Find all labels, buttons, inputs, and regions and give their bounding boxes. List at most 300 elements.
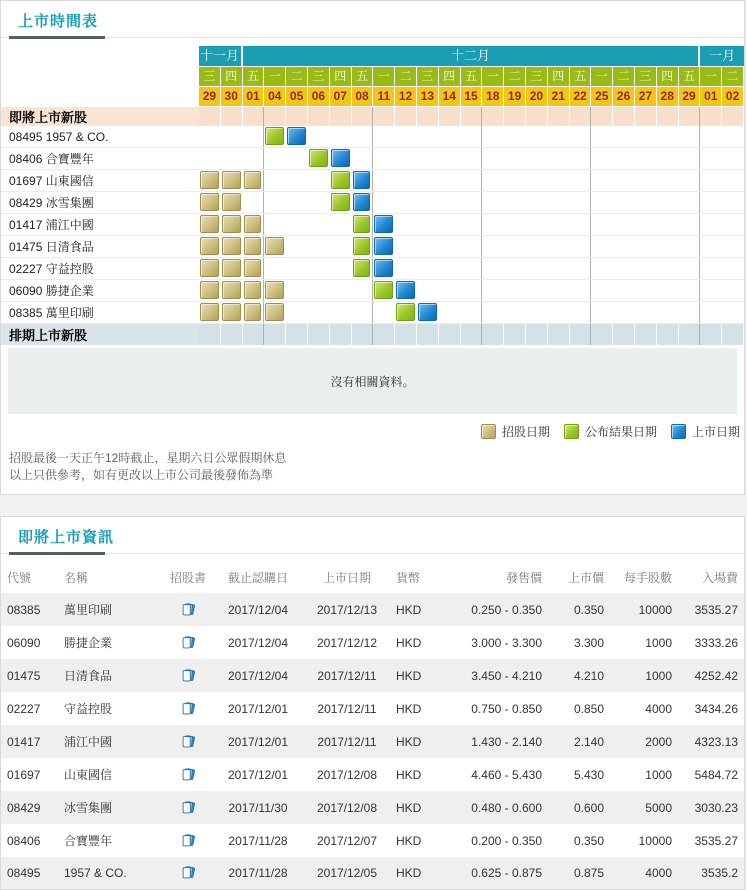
section-grid-cell [613, 107, 635, 126]
prospectus-link[interactable] [180, 833, 196, 847]
subscription-period-cell [244, 259, 262, 277]
cell-4: 2017/12/01 [227, 701, 289, 716]
weekday-cell: 三 [526, 67, 548, 87]
gantt-grid-cell [635, 302, 657, 323]
cell-10: 4323.13 [694, 734, 738, 749]
section-grid-cell [570, 107, 592, 126]
subscription-period-cell [244, 281, 262, 299]
prospectus-link[interactable] [180, 734, 196, 748]
date-cell: 08 [352, 87, 374, 107]
date-cell: 18 [482, 87, 504, 107]
gantt-grid-cell [722, 280, 744, 301]
gantt-grid-cell [591, 236, 613, 257]
table-row [1, 692, 744, 725]
upcoming-listing-info-panel [0, 516, 745, 890]
gantt-grid-cell [700, 280, 722, 301]
column-header-8: 上市價 [567, 571, 604, 585]
gantt-grid-cell [722, 214, 744, 235]
table-row [1, 659, 744, 692]
stock-row-label: 01475 日清食品 [9, 240, 94, 254]
gantt-grid-cell [264, 258, 286, 279]
gantt-grid-cell [635, 192, 657, 213]
weekday-cell: 五 [679, 67, 701, 87]
gantt-grid-cell [330, 214, 352, 235]
weekday-cell: 五 [352, 67, 374, 87]
legend-label: 上市日期 [691, 425, 740, 439]
cell-1: 02227 [7, 701, 41, 716]
column-header-3: 招股書 [170, 571, 207, 585]
gantt-grid-cell [679, 192, 701, 213]
gantt-grid-cell [373, 126, 395, 147]
section-grid-cell [700, 324, 722, 345]
gantt-grid-cell [548, 236, 570, 257]
weekday-cell: 一 [700, 67, 722, 87]
listing-date-cell [331, 149, 350, 167]
prospectus-link[interactable] [180, 701, 196, 715]
gantt-grid-cell [308, 148, 330, 169]
gantt-grid-cell [613, 280, 635, 301]
gantt-grid-cell [352, 126, 374, 147]
ipo-gantt-chart [1, 46, 744, 414]
weekday-cell: 四 [657, 67, 679, 87]
gantt-grid-cell [286, 170, 308, 191]
gantt-grid-cell [504, 148, 526, 169]
gantt-stock-row [1, 302, 744, 324]
weekday-cell: 二 [395, 67, 417, 87]
gantt-grid-cell [417, 258, 439, 279]
gantt-grid-cell [700, 236, 722, 257]
footnote-line: 招股最後一天正午12時截止，星期六日公眾假期休息 [9, 451, 287, 465]
subscription-period-cell [222, 303, 241, 321]
column-header-10: 入場費 [701, 571, 738, 585]
gantt-grid-cell [570, 280, 592, 301]
gantt-grid-cell [221, 148, 243, 169]
gantt-grid-cell [722, 148, 744, 169]
subscription-period-cell [200, 281, 219, 299]
section-grid-cell [657, 107, 679, 126]
stock-row-label: 08385 萬里印刷 [9, 306, 94, 320]
gantt-grid-cell [482, 302, 504, 323]
gantt-grid-cell [243, 280, 265, 301]
subscription-period-cell [244, 237, 262, 255]
cell-10: 3030.23 [694, 800, 738, 815]
gantt-grid-cell [352, 148, 374, 169]
section-grid-cell [308, 107, 330, 126]
gantt-grid-cell [570, 170, 592, 191]
gantt-grid-cell [286, 214, 308, 235]
prospectus-link[interactable] [180, 865, 196, 879]
section-grid-cell [591, 324, 613, 345]
gantt-grid-cell [417, 280, 439, 301]
cell-6: HKD [396, 602, 422, 617]
gantt-grid-cell [221, 170, 243, 191]
subscription-period-cell [244, 171, 262, 189]
column-header-6: 貨幣 [396, 571, 421, 585]
timetable-title-bar [1, 1, 744, 38]
stock-row-label: 01697 山東國信 [9, 174, 94, 188]
listing-date-cell [396, 281, 415, 299]
weekday-cell: 四 [548, 67, 570, 87]
gantt-grid-cell [482, 280, 504, 301]
gantt-grid-cell [591, 302, 613, 323]
gantt-grid-cell [243, 126, 265, 147]
subscription-period-cell [200, 237, 219, 255]
weekday-cell: 一 [373, 67, 395, 87]
gantt-grid-cell [199, 126, 221, 147]
gantt-grid-cell [330, 148, 352, 169]
cell-9: 1000 [645, 635, 672, 650]
section-grid-cell [504, 107, 526, 126]
weekday-cell: 三 [199, 67, 221, 87]
section-grid-cell [591, 107, 613, 126]
gantt-grid-cell [613, 192, 635, 213]
gantt-stock-row [1, 280, 744, 302]
gantt-grid-cell [199, 302, 221, 323]
section-grid-cell [221, 107, 243, 126]
prospectus-cell [164, 857, 212, 889]
prospectus-cell [164, 692, 212, 725]
stock-row-label: 08429 冰雪集團 [9, 196, 94, 210]
gantt-grid-cell [286, 302, 308, 323]
date-cell: 01 [700, 87, 722, 107]
gantt-grid-cell [439, 148, 461, 169]
subscription-period-cell [200, 215, 219, 233]
prospectus-documents-icon[interactable] [180, 767, 196, 783]
gantt-grid-cell [591, 192, 613, 213]
cell-4: 2017/11/30 [228, 800, 288, 815]
gantt-grid-cell [461, 236, 483, 257]
gantt-grid-cell [548, 192, 570, 213]
cell-5: 2017/12/07 [316, 833, 378, 848]
cell-5: 2017/12/11 [317, 668, 377, 683]
gantt-grid-cell [439, 280, 461, 301]
panel-gap [0, 495, 747, 516]
date-cell: 19 [504, 87, 526, 107]
gantt-grid-cell [439, 258, 461, 279]
weekday-cell: 三 [308, 67, 330, 87]
gantt-stock-row [1, 236, 744, 258]
cell-7: 3.450 - 4.210 [471, 668, 542, 683]
gantt-grid-cell [417, 192, 439, 213]
gantt-grid-cell [439, 192, 461, 213]
table-row [1, 758, 744, 791]
gantt-grid-cell [199, 214, 221, 235]
subscription-period-cell [222, 237, 241, 255]
upcoming-listing-table [1, 562, 744, 889]
weekday-cell: 四 [221, 67, 243, 87]
section-grid-cell [504, 324, 526, 345]
gantt-grid-cell [482, 236, 504, 257]
gantt-date-row [1, 87, 744, 107]
gantt-grid-cell [352, 280, 374, 301]
gantt-stock-row [1, 126, 744, 148]
gantt-grid-cell [635, 236, 657, 257]
gantt-grid-cell [613, 126, 635, 147]
date-cell: 30 [221, 87, 243, 107]
gantt-grid-cell [679, 148, 701, 169]
section-grid-cell [373, 107, 395, 126]
cell-7: 0.625 - 0.875 [471, 866, 542, 880]
result-announcement-cell [331, 171, 350, 189]
gantt-stock-row [1, 148, 744, 170]
date-cell: 29 [199, 87, 221, 107]
gantt-grid-cell [264, 214, 286, 235]
cell-6: HKD [396, 734, 422, 749]
gantt-weekday-row [1, 67, 744, 87]
cell-1: 06090 [7, 635, 41, 650]
gantt-grid-cell [591, 214, 613, 235]
weekday-cell: 五 [461, 67, 483, 87]
date-cell: 21 [548, 87, 570, 107]
date-cell: 15 [461, 87, 483, 107]
section-label: 即將上市新股 [9, 110, 88, 125]
gantt-grid-cell [330, 236, 352, 257]
date-cell: 07 [330, 87, 352, 107]
prospectus-cell [164, 758, 212, 791]
prospectus-documents-icon[interactable] [180, 635, 196, 651]
listing-date-cell [374, 237, 393, 255]
gantt-grid-cell [330, 302, 352, 323]
date-cell: 11 [373, 87, 395, 107]
gantt-grid-cell [395, 170, 417, 191]
weekday-cell: 二 [286, 67, 308, 87]
legend-item [481, 423, 550, 440]
weekday-cell: 二 [722, 67, 744, 87]
cell-8: 0.875 [573, 866, 604, 880]
gantt-grid-cell [461, 148, 483, 169]
gantt-grid-cell [308, 126, 330, 147]
gantt-grid-cell [635, 170, 657, 191]
section-grid-cell [199, 107, 221, 126]
gantt-grid-cell [548, 148, 570, 169]
no-data-message: 沒有相關資料。 [8, 348, 737, 414]
subscription-period-cell [265, 281, 284, 299]
gantt-legend [1, 414, 744, 440]
stock-row-label: 01417 浦江中國 [9, 218, 94, 232]
gantt-grid-cell [286, 258, 308, 279]
column-header-9: 每手股數 [623, 571, 672, 585]
prospectus-documents-icon[interactable] [180, 701, 196, 717]
date-cell: 12 [395, 87, 417, 107]
gantt-grid-cell [635, 280, 657, 301]
gantt-grid-cell [243, 214, 265, 235]
gantt-grid-cell [264, 148, 286, 169]
gantt-grid-cell [243, 236, 265, 257]
listing-date-cell [418, 303, 437, 321]
timetable-title: 上市時間表 [18, 13, 99, 30]
gantt-grid-cell [330, 192, 352, 213]
section-grid-cell [308, 324, 330, 345]
legend-sub-swatch [481, 424, 496, 439]
gantt-grid-cell [657, 170, 679, 191]
gantt-grid-cell [264, 170, 286, 191]
gantt-grid-cell [613, 302, 635, 323]
scheduled-section-row [1, 324, 744, 345]
prospectus-documents-icon[interactable] [180, 865, 196, 881]
gantt-grid-cell [308, 280, 330, 301]
cell-6: HKD [396, 767, 422, 782]
weekday-cell: 一 [264, 67, 286, 87]
gantt-grid-cell [635, 148, 657, 169]
weekday-cell: 五 [243, 67, 265, 87]
prospectus-link[interactable] [180, 800, 196, 814]
gantt-grid-cell [439, 126, 461, 147]
section-grid-cell [613, 324, 635, 345]
cell-2: 守益控股 [64, 702, 113, 716]
cell-4: 2017/11/28 [228, 833, 288, 848]
prospectus-documents-icon[interactable] [180, 734, 196, 750]
cell-2: 1957 & CO. [64, 866, 127, 880]
prospectus-documents-icon[interactable] [180, 602, 196, 618]
cell-4: 2017/12/01 [227, 734, 289, 749]
cell-2: 合寶豐年 [64, 834, 113, 848]
gantt-stock-row [1, 192, 744, 214]
gantt-grid-cell [526, 170, 548, 191]
prospectus-link[interactable] [180, 635, 196, 649]
gantt-grid-cell [679, 258, 701, 279]
result-announcement-cell [353, 237, 371, 255]
prospectus-link[interactable] [180, 602, 196, 616]
gantt-grid-cell [700, 148, 722, 169]
weekday-cell: 五 [570, 67, 592, 87]
gantt-grid-cell [679, 126, 701, 147]
gantt-grid-cell [613, 258, 635, 279]
cell-10: 3434.26 [694, 701, 738, 716]
section-grid-cell [461, 324, 483, 345]
gantt-grid-cell [330, 280, 352, 301]
section-grid-cell [352, 107, 374, 126]
cell-7: 0.200 - 0.350 [471, 833, 542, 848]
cell-6: HKD [396, 866, 422, 880]
prospectus-documents-icon[interactable] [180, 833, 196, 849]
cell-9: 10000 [638, 833, 672, 848]
prospectus-link[interactable] [180, 767, 196, 781]
cell-4: 2017/12/04 [227, 668, 289, 683]
gantt-grid-cell [482, 258, 504, 279]
gantt-grid-cell [526, 192, 548, 213]
gantt-grid-cell [613, 170, 635, 191]
date-cell: 29 [679, 87, 701, 107]
section-grid-cell [373, 324, 395, 345]
gantt-grid-cell [526, 280, 548, 301]
gantt-grid-cell [352, 302, 374, 323]
column-header-4: 截止認購日 [227, 571, 288, 585]
section-grid-cell [417, 107, 439, 126]
subscription-period-cell [222, 281, 241, 299]
subscription-period-cell [200, 303, 219, 321]
stock-row-label: 08406 合寶豐年 [9, 152, 94, 166]
gantt-grid-cell [221, 258, 243, 279]
section-grid-cell [199, 324, 221, 345]
gantt-grid-cell [504, 236, 526, 257]
prospectus-documents-icon[interactable] [180, 668, 196, 684]
cell-6: HKD [396, 668, 422, 683]
gantt-grid-cell [395, 280, 417, 301]
subscription-period-cell [222, 193, 241, 211]
gantt-grid-cell [461, 170, 483, 191]
gantt-grid-cell [635, 126, 657, 147]
cell-7: 0.480 - 0.600 [471, 800, 542, 815]
gantt-grid-cell [286, 148, 308, 169]
title-underline [9, 36, 105, 39]
subscription-period-cell [265, 237, 284, 255]
info-title-bar [1, 517, 744, 554]
gantt-grid-cell [679, 214, 701, 235]
prospectus-link[interactable] [180, 668, 196, 682]
cell-8: 4.210 [573, 668, 604, 683]
gantt-grid-cell [417, 126, 439, 147]
section-grid-cell [526, 107, 548, 126]
gantt-grid-cell [395, 148, 417, 169]
prospectus-documents-icon[interactable] [180, 800, 196, 816]
gantt-stock-row [1, 170, 744, 192]
result-announcement-cell [374, 281, 393, 299]
column-header-7: 發售價 [505, 571, 542, 585]
gantt-grid-cell [657, 280, 679, 301]
gantt-grid-cell [504, 258, 526, 279]
gantt-grid-cell [526, 258, 548, 279]
legend-lst-swatch [671, 424, 686, 439]
date-cell: 05 [286, 87, 308, 107]
date-cell: 13 [417, 87, 439, 107]
cell-1: 01697 [7, 767, 41, 782]
gantt-grid-cell [439, 214, 461, 235]
gantt-grid-cell [722, 170, 744, 191]
gantt-grid-cell [548, 170, 570, 191]
cell-9: 5000 [645, 800, 672, 815]
table-row [1, 725, 744, 758]
gantt-grid-cell [570, 214, 592, 235]
gantt-grid-cell [373, 236, 395, 257]
gantt-grid-cell [591, 280, 613, 301]
gantt-grid-cell [199, 170, 221, 191]
section-grid-cell [417, 324, 439, 345]
table-row [1, 857, 744, 889]
gantt-grid-cell [264, 280, 286, 301]
gantt-stock-row [1, 214, 744, 236]
table-row [1, 626, 744, 659]
result-announcement-cell [396, 303, 415, 321]
gantt-corner-spacer [1, 46, 199, 67]
gantt-grid-cell [570, 258, 592, 279]
date-cell: 25 [591, 87, 613, 107]
gantt-grid-cell [395, 258, 417, 279]
listing-date-cell [353, 171, 371, 189]
cell-2: 浦江中國 [64, 735, 113, 749]
subscription-period-cell [222, 215, 241, 233]
gantt-grid-cell [199, 148, 221, 169]
gantt-grid-cell [286, 192, 308, 213]
gantt-grid-cell [243, 302, 265, 323]
cell-2: 萬里印刷 [64, 603, 113, 617]
subscription-period-cell [244, 303, 262, 321]
gantt-grid-cell [199, 280, 221, 301]
section-grid-cell [635, 324, 657, 345]
cell-5: 2017/12/05 [316, 866, 378, 880]
cell-2: 冰雪集團 [64, 801, 113, 815]
gantt-grid-cell [700, 170, 722, 191]
gantt-corner-spacer [1, 87, 199, 107]
cell-7: 0.750 - 0.850 [471, 701, 542, 716]
cell-5: 2017/12/08 [316, 767, 378, 782]
cell-10: 3535.27 [694, 833, 738, 848]
gantt-grid-cell [461, 258, 483, 279]
gantt-grid-cell [570, 126, 592, 147]
gantt-grid-cell [679, 302, 701, 323]
gantt-grid-cell [504, 302, 526, 323]
stock-row-label: 08495 1957 & CO. [9, 129, 109, 144]
cell-10: 3333.26 [694, 635, 738, 650]
